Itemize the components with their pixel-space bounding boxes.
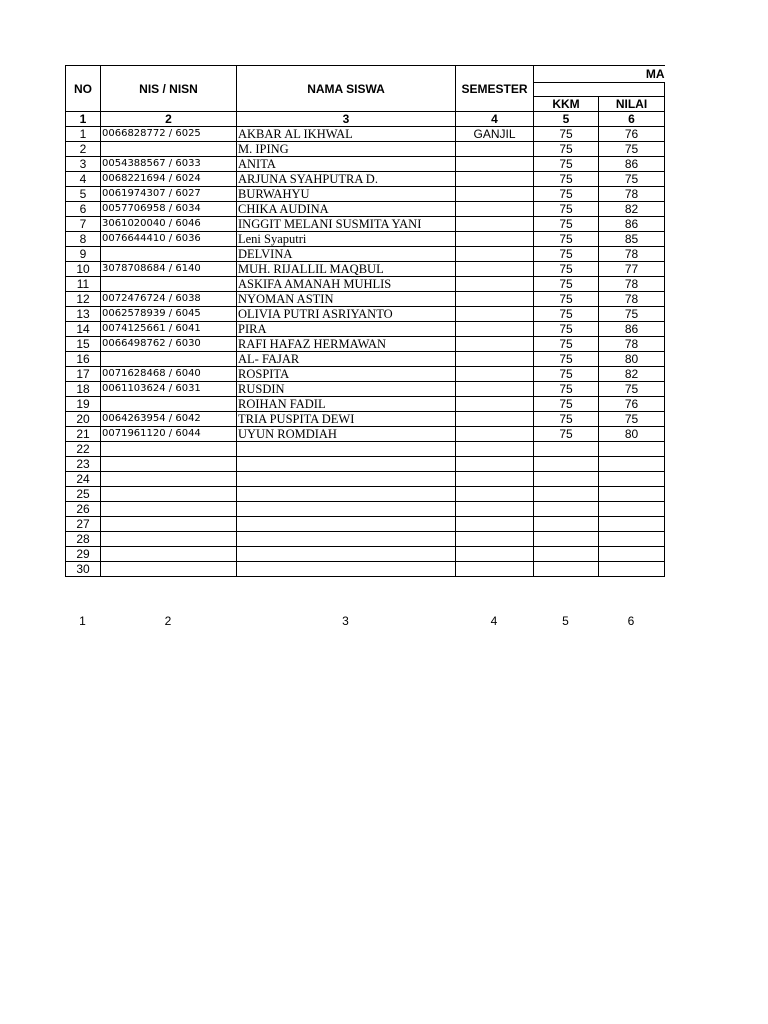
cell-kkm <box>534 502 599 517</box>
cell-kkm: 75 <box>534 262 599 277</box>
cell-semester <box>456 487 534 502</box>
table-row <box>66 172 665 187</box>
grade-sheet <box>65 65 664 577</box>
cell-kkm <box>534 472 599 487</box>
cell-nis <box>101 547 237 562</box>
cell-nis <box>101 532 237 547</box>
cell-nis <box>101 562 237 577</box>
footer-number: 3 <box>342 614 349 628</box>
student-grades-table <box>65 65 665 577</box>
header-nama: NAMA SISWA <box>237 66 456 112</box>
cell-semester <box>456 337 534 352</box>
cell-semester <box>456 502 534 517</box>
cell-nis <box>101 487 237 502</box>
cell-kkm <box>534 547 599 562</box>
table-row <box>66 442 665 457</box>
cell-no: 4 <box>66 172 101 187</box>
cell-semester <box>456 367 534 382</box>
cell-no: 16 <box>66 352 101 367</box>
cell-nama: RUSDIN <box>237 382 456 397</box>
cell-nama <box>237 472 456 487</box>
cell-nis: 3078708684 / 6140 <box>101 262 237 277</box>
cell-semester <box>456 397 534 412</box>
table-row <box>66 187 665 202</box>
table-row <box>66 127 665 142</box>
table-row <box>66 502 665 517</box>
cell-no: 9 <box>66 247 101 262</box>
header-kkm: KKM <box>534 97 599 112</box>
cell-no: 19 <box>66 397 101 412</box>
cell-semester <box>456 307 534 322</box>
header-nis: NIS / NISN <box>101 66 237 112</box>
cell-kkm: 75 <box>534 427 599 442</box>
cell-semester <box>456 277 534 292</box>
cell-semester <box>456 352 534 367</box>
cell-no: 15 <box>66 337 101 352</box>
cell-no: 24 <box>66 472 101 487</box>
cell-no: 13 <box>66 307 101 322</box>
header-nilai: NILAI <box>599 97 665 112</box>
cell-no: 23 <box>66 457 101 472</box>
cell-nis: 0061974307 / 6027 <box>101 187 237 202</box>
cell-nilai: 76 <box>599 127 665 142</box>
cell-nilai: 75 <box>599 307 665 322</box>
cell-nilai <box>599 502 665 517</box>
cell-kkm <box>534 532 599 547</box>
cell-semester <box>456 322 534 337</box>
cell-no: 28 <box>66 532 101 547</box>
column-number: 5 <box>534 112 599 127</box>
cell-nis <box>101 442 237 457</box>
cell-nis: 0064263954 / 6042 <box>101 412 237 427</box>
cell-nilai: 82 <box>599 367 665 382</box>
cell-nilai: 75 <box>599 172 665 187</box>
column-number: 6 <box>599 112 665 127</box>
table-row <box>66 457 665 472</box>
cell-nis: 0072476724 / 6038 <box>101 292 237 307</box>
cell-nama: CHIKA AUDINA <box>237 202 456 217</box>
cell-nis <box>101 517 237 532</box>
column-number: 2 <box>101 112 237 127</box>
cell-no: 17 <box>66 367 101 382</box>
cell-kkm: 75 <box>534 217 599 232</box>
cell-kkm: 75 <box>534 307 599 322</box>
cell-kkm: 75 <box>534 247 599 262</box>
cell-nis <box>101 472 237 487</box>
table-row <box>66 202 665 217</box>
cell-nama: ASKIFA AMANAH MUHLIS <box>237 277 456 292</box>
cell-nis: 0074125661 / 6041 <box>101 322 237 337</box>
column-number: 4 <box>456 112 534 127</box>
cell-nama <box>237 547 456 562</box>
header-group: MA <box>534 66 665 83</box>
cell-kkm <box>534 442 599 457</box>
cell-semester <box>456 157 534 172</box>
table-row <box>66 292 665 307</box>
cell-nis: 0066498762 / 6030 <box>101 337 237 352</box>
table-row <box>66 532 665 547</box>
cell-nis: 0057706958 / 6034 <box>101 202 237 217</box>
cell-semester <box>456 412 534 427</box>
cell-semester <box>456 247 534 262</box>
cell-nis: 0068221694 / 6024 <box>101 172 237 187</box>
cell-kkm: 75 <box>534 232 599 247</box>
cell-nilai <box>599 442 665 457</box>
cell-nilai: 76 <box>599 397 665 412</box>
cell-semester <box>456 562 534 577</box>
cell-no: 25 <box>66 487 101 502</box>
table-row <box>66 322 665 337</box>
cell-kkm: 75 <box>534 397 599 412</box>
cell-kkm <box>534 487 599 502</box>
cell-nama: ROIHAN FADIL <box>237 397 456 412</box>
cell-kkm <box>534 517 599 532</box>
column-number-row <box>66 112 665 127</box>
cell-nilai <box>599 562 665 577</box>
cell-nama: ROSPITA <box>237 367 456 382</box>
header-group-blank <box>534 83 665 97</box>
cell-kkm: 75 <box>534 367 599 382</box>
table-row <box>66 382 665 397</box>
cell-nilai: 86 <box>599 217 665 232</box>
cell-nis: 0061103624 / 6031 <box>101 382 237 397</box>
cell-kkm: 75 <box>534 382 599 397</box>
cell-no: 11 <box>66 277 101 292</box>
cell-semester <box>456 547 534 562</box>
table-row <box>66 472 665 487</box>
cell-semester <box>456 517 534 532</box>
cell-nama <box>237 562 456 577</box>
cell-nama: Leni Syaputri <box>237 232 456 247</box>
cell-nilai <box>599 547 665 562</box>
cell-kkm <box>534 562 599 577</box>
cell-nis <box>101 247 237 262</box>
cell-semester <box>456 187 534 202</box>
cell-no: 1 <box>66 127 101 142</box>
footer-number: 2 <box>164 614 172 628</box>
table-row <box>66 307 665 322</box>
cell-kkm: 75 <box>534 172 599 187</box>
table-row <box>66 217 665 232</box>
cell-nis: 0071961120 / 6044 <box>101 427 237 442</box>
cell-kkm: 75 <box>534 202 599 217</box>
cell-nilai: 78 <box>599 337 665 352</box>
cell-nis: 0071628468 / 6040 <box>101 367 237 382</box>
cell-nama <box>237 442 456 457</box>
cell-nilai: 78 <box>599 187 665 202</box>
cell-no: 27 <box>66 517 101 532</box>
cell-semester <box>456 532 534 547</box>
cell-nama: RAFI HAFAZ HERMAWAN <box>237 337 456 352</box>
cell-nilai: 86 <box>599 157 665 172</box>
table-row <box>66 277 665 292</box>
cell-nama: INGGIT MELANI SUSMITA YANI <box>237 217 456 232</box>
cell-semester <box>456 232 534 247</box>
cell-nama: M. IPING <box>237 142 456 157</box>
column-number: 3 <box>237 112 456 127</box>
table-row <box>66 352 665 367</box>
cell-nama <box>237 532 456 547</box>
cell-nilai: 80 <box>599 352 665 367</box>
table-row <box>66 412 665 427</box>
cell-nama <box>237 457 456 472</box>
cell-no: 18 <box>66 382 101 397</box>
cell-semester <box>456 217 534 232</box>
cell-nilai: 85 <box>599 232 665 247</box>
cell-nilai <box>599 517 665 532</box>
footer-number: 1 <box>79 614 86 628</box>
cell-nilai <box>599 532 665 547</box>
cell-kkm: 75 <box>534 157 599 172</box>
table-row <box>66 232 665 247</box>
cell-kkm: 75 <box>534 277 599 292</box>
cell-nis: 0062578939 / 6045 <box>101 307 237 322</box>
cell-kkm: 75 <box>534 127 599 142</box>
table-row <box>66 547 665 562</box>
footer-column-numbers <box>65 614 664 630</box>
cell-no: 12 <box>66 292 101 307</box>
cell-no: 30 <box>66 562 101 577</box>
cell-nama: DELVINA <box>237 247 456 262</box>
cell-no: 3 <box>66 157 101 172</box>
cell-kkm: 75 <box>534 322 599 337</box>
column-number: 1 <box>66 112 101 127</box>
cell-nama: MUH. RIJALLIL MAQBUL <box>237 262 456 277</box>
cell-nilai: 78 <box>599 247 665 262</box>
cell-nis <box>101 352 237 367</box>
cell-nama: ARJUNA SYAHPUTRA D. <box>237 172 456 187</box>
cell-no: 5 <box>66 187 101 202</box>
cell-kkm: 75 <box>534 292 599 307</box>
cell-nilai: 78 <box>599 277 665 292</box>
cell-semester <box>456 142 534 157</box>
cell-no: 22 <box>66 442 101 457</box>
cell-nis <box>101 142 237 157</box>
cell-nama: TRIA PUSPITA DEWI <box>237 412 456 427</box>
cell-semester <box>456 427 534 442</box>
cell-nama: PIRA <box>237 322 456 337</box>
cell-nilai: 75 <box>599 142 665 157</box>
cell-nilai: 80 <box>599 427 665 442</box>
table-row <box>66 157 665 172</box>
cell-nis <box>101 457 237 472</box>
cell-kkm: 75 <box>534 187 599 202</box>
table-row <box>66 562 665 577</box>
cell-nis: 0066828772 / 6025 <box>101 127 237 142</box>
cell-nis: 0054388567 / 6033 <box>101 157 237 172</box>
cell-kkm: 75 <box>534 337 599 352</box>
cell-no: 2 <box>66 142 101 157</box>
cell-nilai: 77 <box>599 262 665 277</box>
table-row <box>66 517 665 532</box>
cell-nilai: 86 <box>599 322 665 337</box>
table-row <box>66 262 665 277</box>
footer-number: 6 <box>627 614 635 628</box>
table-row <box>66 247 665 262</box>
cell-nama <box>237 502 456 517</box>
cell-semester <box>456 472 534 487</box>
table-row <box>66 487 665 502</box>
table-row <box>66 427 665 442</box>
cell-nama <box>237 487 456 502</box>
cell-no: 7 <box>66 217 101 232</box>
header-semester: SEMESTER <box>456 66 534 112</box>
cell-nis <box>101 502 237 517</box>
cell-kkm: 75 <box>534 352 599 367</box>
cell-no: 20 <box>66 412 101 427</box>
footer-number: 5 <box>562 614 569 628</box>
cell-no: 10 <box>66 262 101 277</box>
cell-nilai: 78 <box>599 292 665 307</box>
cell-nis <box>101 277 237 292</box>
cell-semester <box>456 382 534 397</box>
cell-no: 29 <box>66 547 101 562</box>
cell-semester <box>456 457 534 472</box>
cell-kkm: 75 <box>534 412 599 427</box>
footer-number: 4 <box>490 614 498 628</box>
table-row <box>66 397 665 412</box>
cell-nama: AKBAR AL IKHWAL <box>237 127 456 142</box>
cell-nis: 0076644410 / 6036 <box>101 232 237 247</box>
cell-semester: GANJIL <box>456 127 534 142</box>
cell-nilai: 82 <box>599 202 665 217</box>
cell-kkm <box>534 457 599 472</box>
cell-nilai <box>599 487 665 502</box>
table-row <box>66 367 665 382</box>
cell-nama: NYOMAN ASTIN <box>237 292 456 307</box>
cell-nilai: 75 <box>599 412 665 427</box>
cell-no: 21 <box>66 427 101 442</box>
table-row <box>66 337 665 352</box>
cell-nama: UYUN ROMDIAH <box>237 427 456 442</box>
cell-no: 6 <box>66 202 101 217</box>
cell-nilai: 75 <box>599 382 665 397</box>
cell-nama: AL- FAJAR <box>237 352 456 367</box>
cell-nis <box>101 397 237 412</box>
cell-nama: ANITA <box>237 157 456 172</box>
cell-semester <box>456 262 534 277</box>
cell-nilai <box>599 457 665 472</box>
cell-no: 8 <box>66 232 101 247</box>
cell-semester <box>456 442 534 457</box>
cell-semester <box>456 172 534 187</box>
cell-semester <box>456 292 534 307</box>
cell-semester <box>456 202 534 217</box>
cell-nis: 3061020040 / 6046 <box>101 217 237 232</box>
cell-nama <box>237 517 456 532</box>
header-no: NO <box>66 66 101 112</box>
cell-kkm: 75 <box>534 142 599 157</box>
cell-nama: OLIVIA PUTRI ASRIYANTO <box>237 307 456 322</box>
cell-no: 14 <box>66 322 101 337</box>
cell-no: 26 <box>66 502 101 517</box>
cell-nama: BURWAHYU <box>237 187 456 202</box>
table-row <box>66 142 665 157</box>
cell-nilai <box>599 472 665 487</box>
